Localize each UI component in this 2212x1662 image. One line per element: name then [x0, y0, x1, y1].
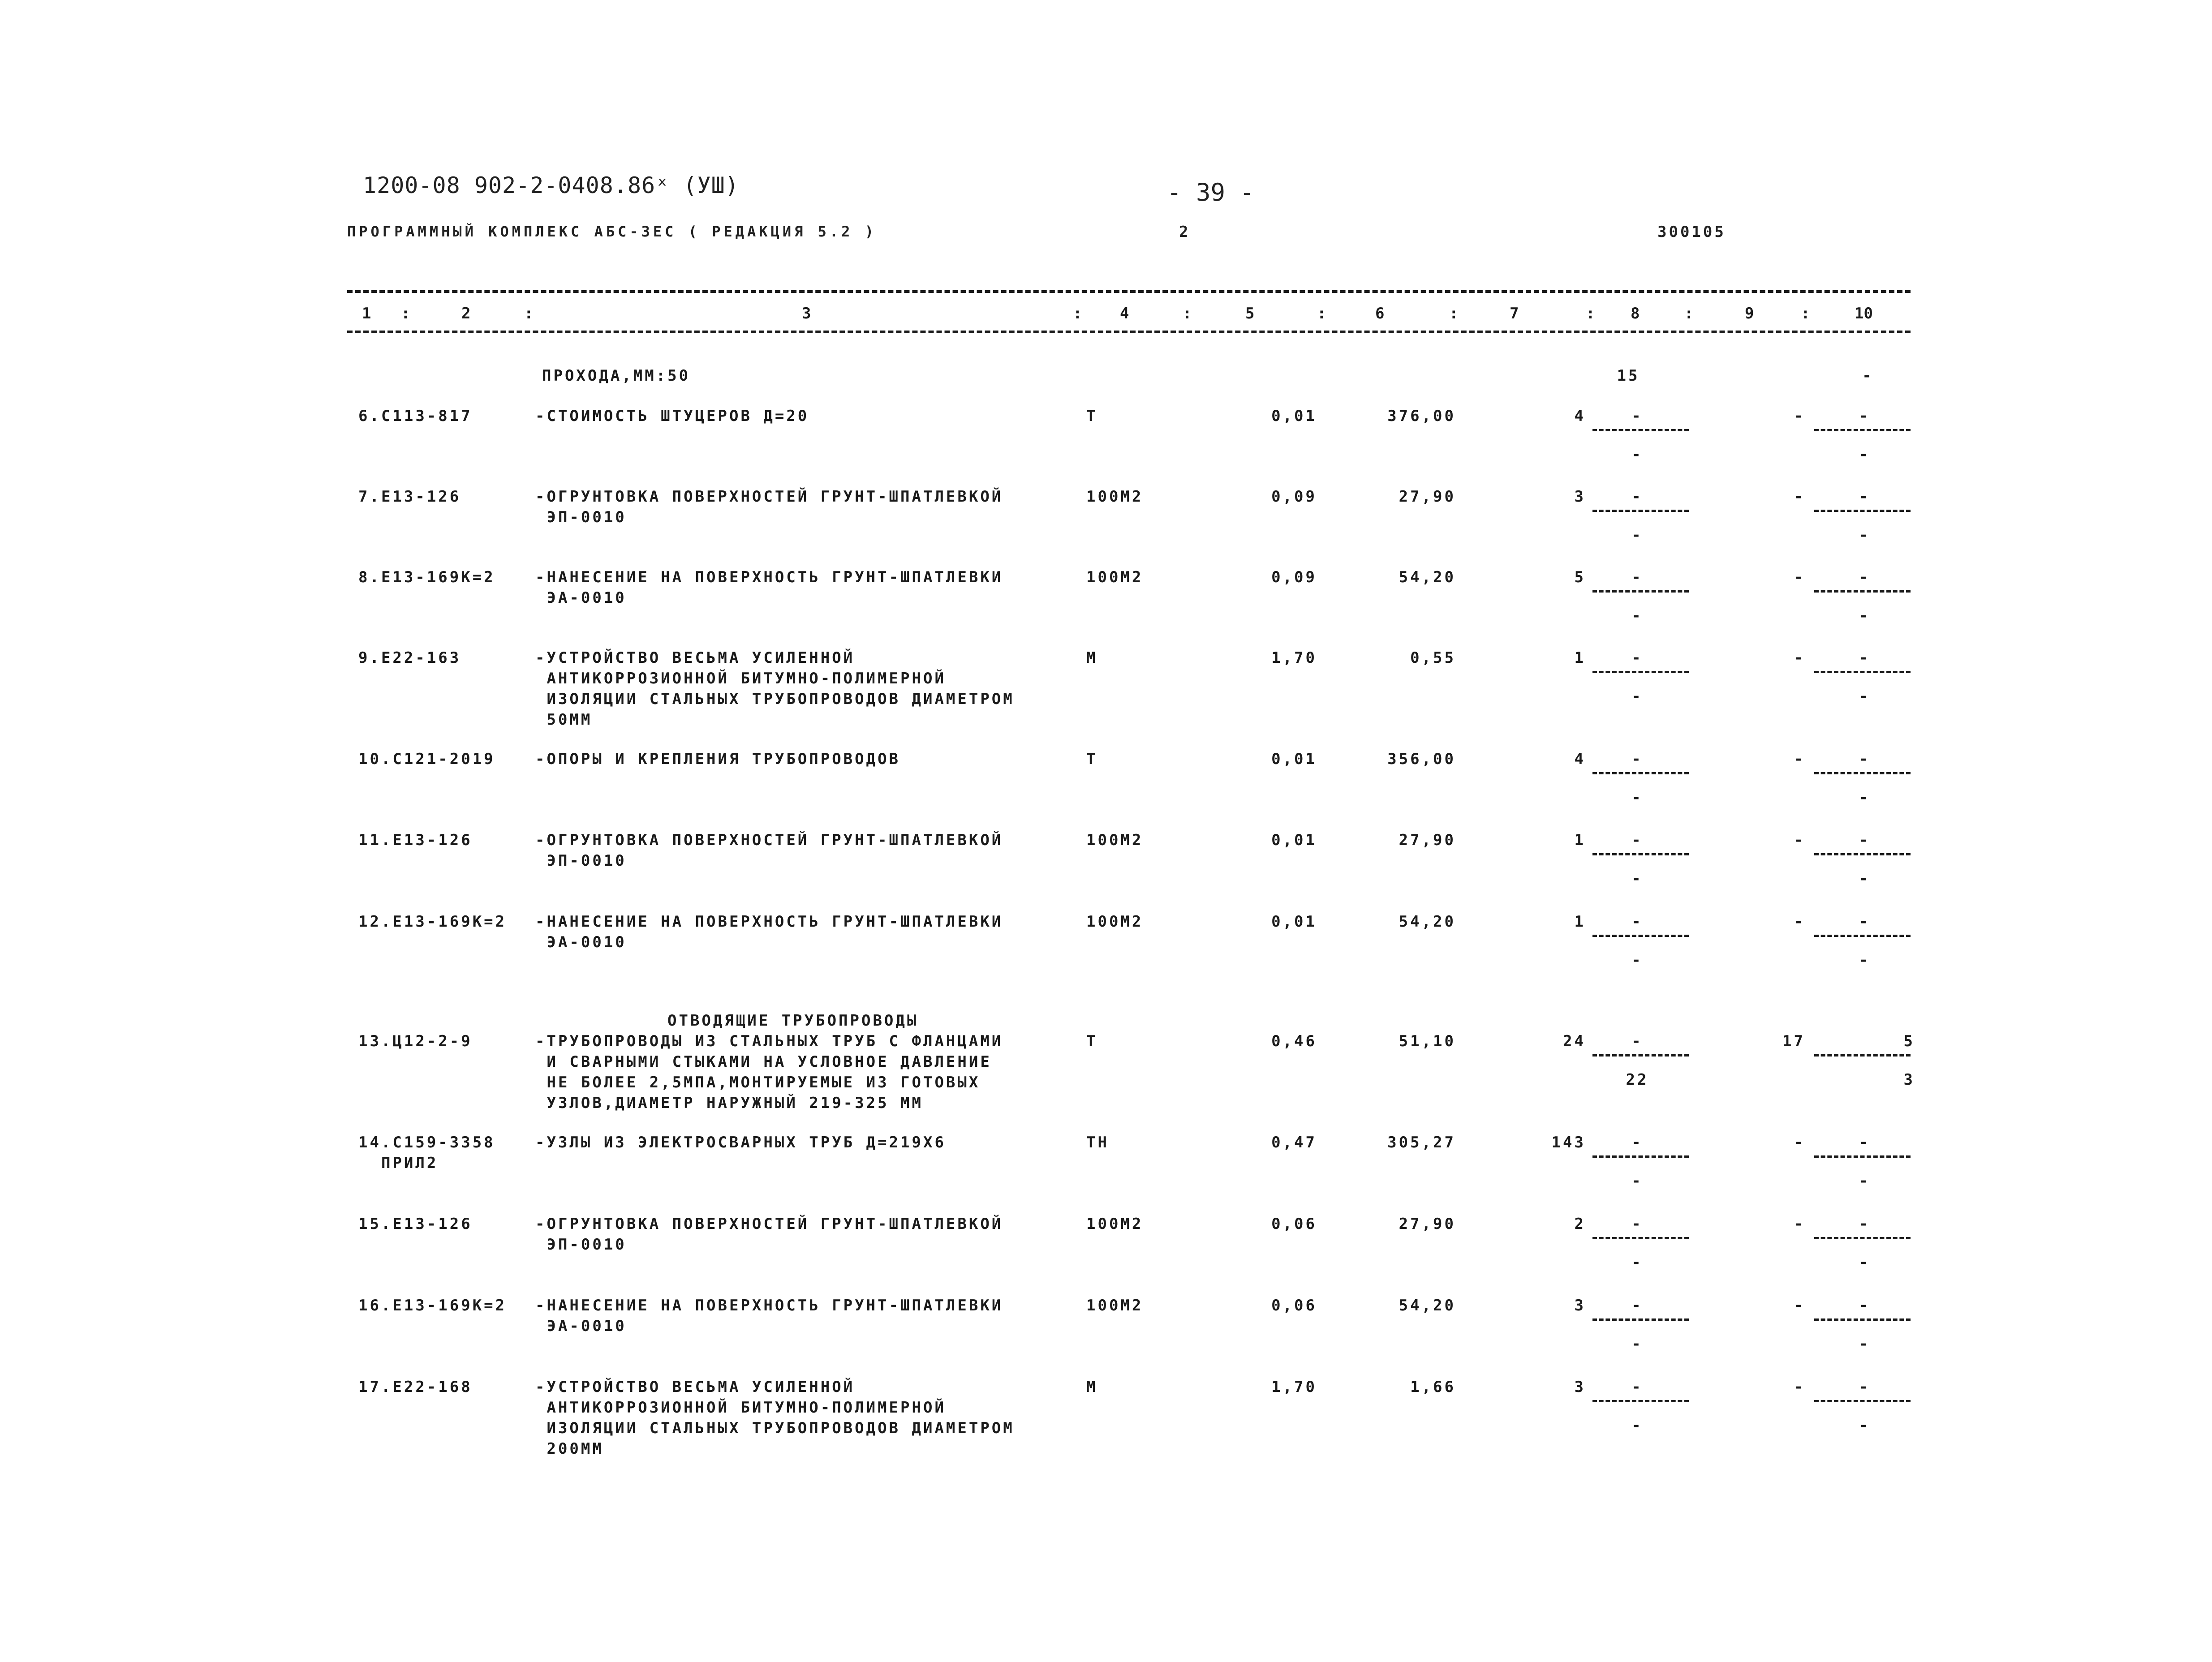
row-total: 3 — [1574, 1297, 1586, 1314]
row-col10-top: - — [1859, 1215, 1871, 1233]
col8-fraction-line — [1592, 853, 1689, 855]
row-code: 9.Е22-163 — [358, 649, 461, 667]
column-separator: : — [1801, 305, 1810, 322]
row-col8-top: - — [1631, 568, 1643, 586]
row-price: 0,55 — [1410, 649, 1456, 667]
column-number: 8 — [1631, 305, 1640, 322]
row-col9: - — [1794, 831, 1805, 849]
row-unit: Т — [1086, 750, 1098, 768]
row-description: -СТОИМОСТЬ ШТУЦЕРОВ Д=20 — [535, 407, 809, 425]
col8-fraction-line — [1592, 1318, 1689, 1321]
row-quantity: 0,01 — [1271, 407, 1317, 425]
row-quantity: 1,70 — [1271, 649, 1317, 667]
col8-fraction-line — [1592, 671, 1689, 673]
row-col10-bottom: - — [1859, 1172, 1871, 1190]
row-col10-top: - — [1859, 568, 1871, 586]
row-description: -УЗЛЫ ИЗ ЭЛЕКТРОСВАРНЫХ ТРУБ Д=219Х6 — [535, 1134, 946, 1151]
row-col9: - — [1794, 1134, 1805, 1151]
col8-fraction-line — [1592, 1400, 1689, 1402]
row-price: 54,20 — [1399, 913, 1456, 931]
row-quantity: 0,09 — [1271, 488, 1317, 506]
row-col10-top: - — [1859, 488, 1871, 506]
row-description: -ОГРУНТОВКА ПОВЕРХНОСТЕЙ ГРУНТ-ШПАТЛЕВКОЙ ЭП-0010 — [535, 1215, 1003, 1254]
program-title: ПРОГРАММНЫЙ КОМПЛЕКС АБС-ЗЕС ( РЕДАКЦИЯ 5.2 ) — [347, 223, 877, 240]
column-separator: : — [1449, 305, 1459, 322]
row-total: 4 — [1574, 407, 1586, 425]
row-col8-top: - — [1631, 1032, 1643, 1050]
column-separator: : — [1586, 305, 1595, 322]
row-description: -НАНЕСЕНИЕ НА ПОВЕРХНОСТЬ ГРУНТ-ШПАТЛЕВКИ ЭА-0010 — [535, 1297, 1003, 1335]
col8-fraction-line — [1592, 1155, 1689, 1158]
row-description: -ОГРУНТОВКА ПОВЕРХНОСТЕЙ ГРУНТ-ШПАТЛЕВКОЙ ЭП-0010 — [535, 488, 1003, 526]
row-col10-bottom: - — [1859, 951, 1871, 969]
row-col8-bottom: - — [1631, 526, 1643, 544]
column-separator: : — [1183, 305, 1192, 322]
row-code: 15.Е13-126 — [358, 1215, 473, 1233]
row-price: 1,66 — [1410, 1378, 1456, 1396]
row-unit: 100М2 — [1086, 1297, 1144, 1314]
row-description: -ОГРУНТОВКА ПОВЕРХНОСТЕЙ ГРУНТ-ШПАТЛЕВКОЙ ЭП-0010 — [535, 831, 1003, 870]
row-unit: ТН — [1086, 1134, 1109, 1151]
row-quantity: 0,06 — [1271, 1215, 1317, 1233]
row-col8-bottom: - — [1631, 1335, 1643, 1353]
row-col8-top: - — [1631, 750, 1643, 768]
row-unit: М — [1086, 649, 1098, 667]
print-date: 300105 — [1657, 223, 1726, 241]
column-separator: : — [1684, 305, 1694, 322]
row-price: 27,90 — [1399, 488, 1456, 506]
row-price: 376,00 — [1387, 407, 1456, 425]
table-top-rule — [347, 290, 1911, 293]
row-col10-top: - — [1859, 1297, 1871, 1314]
row-price: 356,00 — [1387, 750, 1456, 768]
row-col8-bottom: - — [1631, 951, 1643, 969]
carryover-col10: - — [1862, 367, 1874, 385]
col8-fraction-line — [1592, 772, 1689, 774]
row-col8-bottom: - — [1631, 1417, 1643, 1434]
row-unit: М — [1086, 1378, 1098, 1396]
row-col8-top: - — [1631, 1134, 1643, 1151]
row-code: 6.С113-817 — [358, 407, 473, 425]
row-total: 1 — [1574, 913, 1586, 931]
row-code: 7.Е13-126 — [358, 488, 461, 506]
row-col9: - — [1794, 913, 1805, 931]
row-col9: - — [1794, 649, 1805, 667]
col8-fraction-line — [1592, 590, 1689, 593]
column-number: 10 — [1855, 305, 1873, 322]
row-total: 24 — [1563, 1032, 1586, 1050]
row-total: 1 — [1574, 649, 1586, 667]
row-price: 27,90 — [1399, 831, 1456, 849]
row-total: 4 — [1574, 750, 1586, 768]
row-unit: Т — [1086, 407, 1098, 425]
row-col8-top: - — [1631, 649, 1643, 667]
row-col10-bottom: - — [1859, 1335, 1871, 1353]
column-number: 1 — [362, 305, 371, 322]
col8-fraction-line — [1592, 510, 1689, 512]
row-col8-bottom: 22 — [1626, 1071, 1649, 1089]
row-col10-top: - — [1859, 649, 1871, 667]
column-number: 2 — [461, 305, 471, 322]
row-price: 27,90 — [1399, 1215, 1456, 1233]
col10-fraction-line — [1814, 510, 1911, 512]
row-col8-top: - — [1631, 407, 1643, 425]
column-number: 3 — [802, 305, 811, 322]
row-col8-top: - — [1631, 913, 1643, 931]
row-col8-bottom: - — [1631, 870, 1643, 888]
row-description: -УСТРОЙСТВО ВЕСЬМА УСИЛЕННОЙ АНТИКОРРОЗИОННОЙ БИТУМНО-ПОЛИМЕРНОЙ ИЗОЛЯЦИИ СТАЛЬНЫХ ТРУБОПРОВОДОВ ДИАМЕТРОМ 50ММ — [535, 649, 1015, 729]
column-separator: : — [1317, 305, 1326, 322]
row-col8-top: - — [1631, 488, 1643, 506]
section-title: ОТВОДЯЩИЕ ТРУБОПРОВОДЫ — [667, 1012, 919, 1030]
col10-fraction-line — [1814, 1400, 1911, 1402]
row-col8-top: - — [1631, 1378, 1643, 1396]
row-quantity: 0,47 — [1271, 1134, 1317, 1151]
row-code: 13.Ц12-2-9 — [358, 1032, 473, 1050]
row-col10-bottom: - — [1859, 526, 1871, 544]
row-quantity: 0,06 — [1271, 1297, 1317, 1314]
column-separator: : — [401, 305, 410, 322]
row-col8-bottom: - — [1631, 1172, 1643, 1190]
column-separator: : — [524, 305, 534, 322]
row-col10-bottom: - — [1859, 870, 1871, 888]
row-col10-bottom: - — [1859, 1417, 1871, 1434]
row-code: 11.Е13-126 — [358, 831, 473, 849]
row-col10-bottom: 3 — [1903, 1071, 1915, 1089]
row-col10-bottom: - — [1859, 1254, 1871, 1271]
row-col10-top: - — [1859, 831, 1871, 849]
row-total: 1 — [1574, 831, 1586, 849]
col10-fraction-line — [1814, 853, 1911, 855]
carryover-text: ПРОХОДА,ММ:50 — [542, 367, 691, 385]
document-code: 1200-08 902-2-0408.86ˣ (УШ) — [363, 172, 739, 198]
row-col10-top: - — [1859, 407, 1871, 425]
row-col9: - — [1794, 568, 1805, 586]
row-col8-top: - — [1631, 1297, 1643, 1314]
row-code: 16.Е13-169К=2 — [358, 1297, 507, 1314]
row-quantity: 0,46 — [1271, 1032, 1317, 1050]
row-col9: - — [1794, 1378, 1805, 1396]
col10-fraction-line — [1814, 935, 1911, 937]
row-col10-bottom: - — [1859, 687, 1871, 705]
row-quantity: 0,01 — [1271, 831, 1317, 849]
row-unit: 100М2 — [1086, 831, 1144, 849]
row-quantity: 0,01 — [1271, 750, 1317, 768]
row-unit: Т — [1086, 1032, 1098, 1050]
row-col8-bottom: - — [1631, 607, 1643, 625]
table-header-rule — [347, 331, 1911, 333]
column-number: 6 — [1375, 305, 1385, 322]
row-col10-bottom: - — [1859, 607, 1871, 625]
row-quantity: 0,09 — [1271, 568, 1317, 586]
row-code: 14.С159-3358 ПРИЛ2 — [358, 1134, 495, 1172]
column-number: 7 — [1510, 305, 1519, 322]
row-unit: 100М2 — [1086, 1215, 1144, 1233]
col10-fraction-line — [1814, 1318, 1911, 1321]
col8-fraction-line — [1592, 935, 1689, 937]
row-col9: - — [1794, 1297, 1805, 1314]
col10-fraction-line — [1814, 1054, 1911, 1056]
row-col9: - — [1794, 407, 1805, 425]
col8-fraction-line — [1592, 1237, 1689, 1239]
row-total: 2 — [1574, 1215, 1586, 1233]
row-total: 143 — [1551, 1134, 1586, 1151]
column-separator: : — [1073, 305, 1082, 322]
row-price: 51,10 — [1399, 1032, 1456, 1050]
col10-fraction-line — [1814, 429, 1911, 431]
col10-fraction-line — [1814, 590, 1911, 593]
col8-fraction-line — [1592, 1054, 1689, 1056]
row-code: 17.Е22-168 — [358, 1378, 473, 1396]
row-col10-bottom: - — [1859, 446, 1871, 464]
row-code: 8.Е13-169К=2 — [358, 568, 495, 586]
row-col8-top: - — [1631, 831, 1643, 849]
row-col8-bottom: - — [1631, 789, 1643, 807]
column-number: 5 — [1245, 305, 1255, 322]
page-number: - 39 - — [1167, 178, 1255, 206]
col10-fraction-line — [1814, 1155, 1911, 1158]
row-total: 3 — [1574, 488, 1586, 506]
row-col8-bottom: - — [1631, 1254, 1643, 1271]
row-price: 54,20 — [1399, 568, 1456, 586]
row-col9: - — [1794, 1215, 1805, 1233]
row-description: -УСТРОЙСТВО ВЕСЬМА УСИЛЕННОЙ АНТИКОРРОЗИОННОЙ БИТУМНО-ПОЛИМЕРНОЙ ИЗОЛЯЦИИ СТАЛЬНЫХ ТРУБОПРОВОДОВ ДИАМЕТРОМ 200ММ — [535, 1378, 1015, 1458]
col10-fraction-line — [1814, 772, 1911, 774]
row-description: -НАНЕСЕНИЕ НА ПОВЕРХНОСТЬ ГРУНТ-ШПАТЛЕВКИ ЭА-0010 — [535, 568, 1003, 607]
row-total: 5 — [1574, 568, 1586, 586]
col10-fraction-line — [1814, 671, 1911, 673]
row-description: -ТРУБОПРОВОДЫ ИЗ СТАЛЬНЫХ ТРУБ С ФЛАНЦАМИ И СВАРНЫМИ СТЫКАМИ НА УСЛОВНОЕ ДАВЛЕНИЕ НЕ БОЛЕЕ 2,5МПА,МОНТИРУЕМЫЕ ИЗ ГОТОВЫХ УЗЛОВ,ДИАМЕТР НАРУЖНЫЙ 219-325 ММ — [535, 1032, 1003, 1112]
row-description: -НАНЕСЕНИЕ НА ПОВЕРХНОСТЬ ГРУНТ-ШПАТЛЕВКИ ЭА-0010 — [535, 913, 1003, 951]
row-unit: 100М2 — [1086, 568, 1144, 586]
row-total: 3 — [1574, 1378, 1586, 1396]
row-col8-top: - — [1631, 1215, 1643, 1233]
row-description: -ОПОРЫ И КРЕПЛЕНИЯ ТРУБОПРОВОДОВ — [535, 750, 901, 768]
row-code: 10.С121-2019 — [358, 750, 495, 768]
row-col10-top: - — [1859, 1134, 1871, 1151]
row-col10-top: - — [1859, 913, 1871, 931]
row-unit: 100М2 — [1086, 913, 1144, 931]
sheet-number: 2 — [1179, 223, 1188, 241]
column-number: 4 — [1120, 305, 1129, 322]
row-col10-bottom: - — [1859, 789, 1871, 807]
carryover-col8: 15 — [1617, 367, 1640, 385]
row-col9: - — [1794, 750, 1805, 768]
row-col8-bottom: - — [1631, 687, 1643, 705]
row-quantity: 0,01 — [1271, 913, 1317, 931]
col8-fraction-line — [1592, 429, 1689, 431]
row-col10-top: - — [1859, 1378, 1871, 1396]
row-unit: 100М2 — [1086, 488, 1144, 506]
row-price: 305,27 — [1387, 1134, 1456, 1151]
row-col9: - — [1794, 488, 1805, 506]
row-col10-top: - — [1859, 750, 1871, 768]
row-code: 12.Е13-169К=2 — [358, 913, 507, 931]
row-col8-bottom: - — [1631, 446, 1643, 464]
row-quantity: 1,70 — [1271, 1378, 1317, 1396]
column-number: 9 — [1745, 305, 1754, 322]
col10-fraction-line — [1814, 1237, 1911, 1239]
row-price: 54,20 — [1399, 1297, 1456, 1314]
row-col9: 17 — [1782, 1032, 1805, 1050]
row-col10-top: 5 — [1903, 1032, 1915, 1050]
